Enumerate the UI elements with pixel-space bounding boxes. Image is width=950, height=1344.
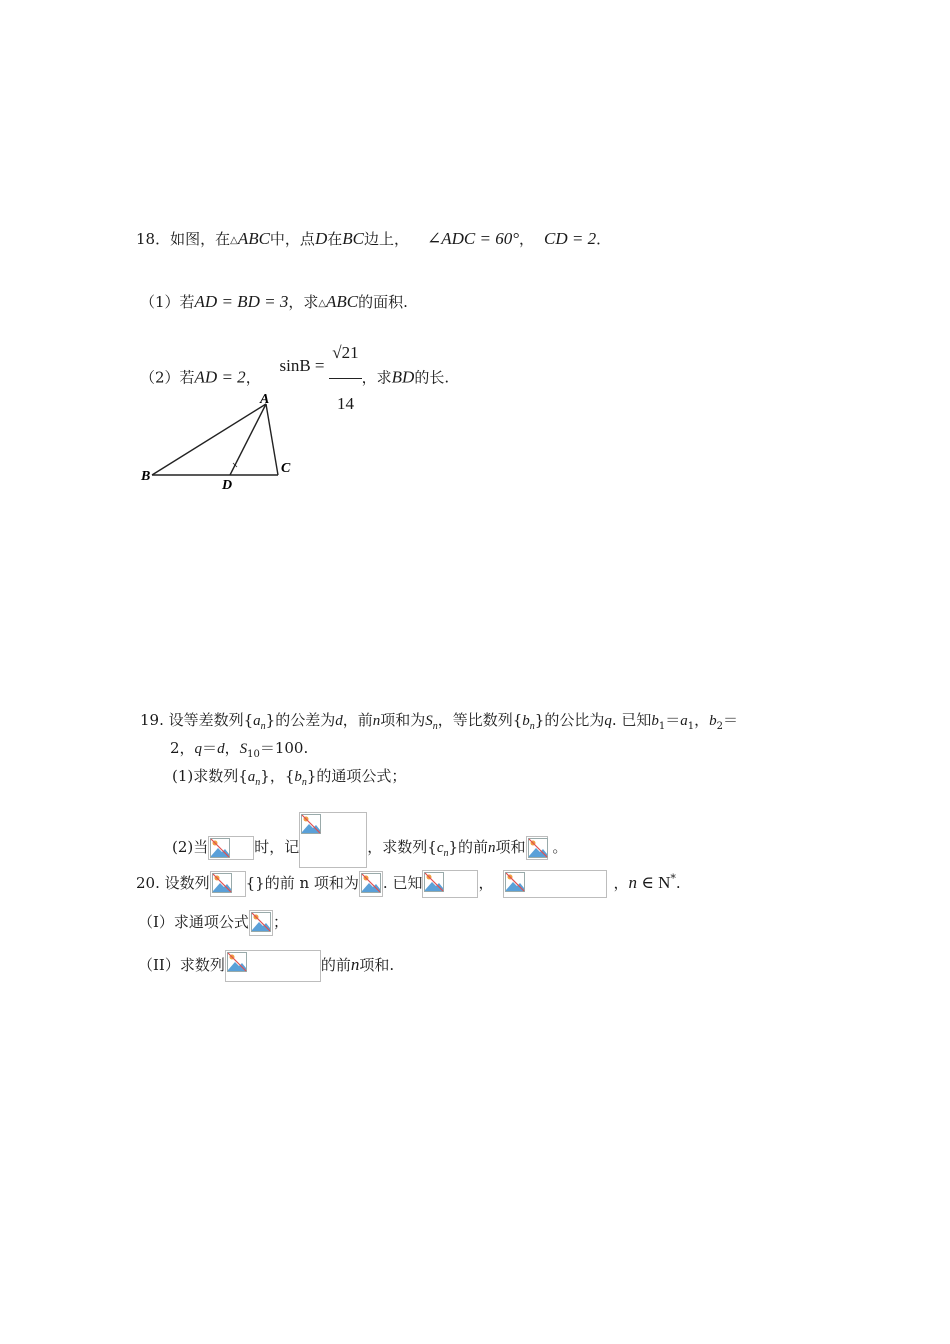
broken-image-icon bbox=[208, 836, 254, 860]
q19-part1: (1)求数列$\{a_n\}$，$\{b_n\}$的通项公式； bbox=[172, 767, 407, 788]
fraction: $\frac{√21}{14}$ bbox=[329, 328, 361, 429]
broken-image-icon bbox=[225, 950, 321, 982]
q18-part1: （1）若AD = BD = 3，求△ABC的面积. bbox=[140, 292, 408, 311]
broken-image-icon bbox=[359, 871, 383, 897]
q19-stem-line1: 19. 设等差数列$\{a_n\}$的公差为d，前n项和为$S_n$，等比数列$\{b_n\}$的公比为q. 已知$b_1=a_1$，$b_2=$ bbox=[140, 711, 739, 732]
segment-ac bbox=[266, 404, 278, 475]
broken-image-icon bbox=[503, 870, 607, 898]
q20-stem: 20. 设数列 {}的前 n 项和为 . 已知 ， ，n ∈ N*. bbox=[136, 868, 681, 898]
segment-ba bbox=[152, 404, 266, 475]
q18-stem: 18．如图，在△ABC中，点D在BC边上， ∠ADC = 60°， CD = 2． bbox=[136, 229, 612, 248]
label-d: D bbox=[222, 478, 233, 493]
q19-part2: (2)当 时，记 ，求数列$\{c_n\}$的前n项和 。 bbox=[172, 812, 567, 868]
broken-image-icon bbox=[299, 812, 367, 868]
q19-stem-line2: 2，q＝d，$S_{10}=100$. bbox=[170, 739, 309, 760]
question-number: 18． bbox=[136, 230, 171, 248]
broken-image-icon bbox=[422, 870, 478, 898]
broken-image-icon bbox=[249, 910, 273, 936]
broken-image-icon bbox=[526, 836, 548, 860]
q20-part1: （I）求通项公式 ； bbox=[138, 910, 288, 936]
label-a: A bbox=[260, 392, 270, 407]
label-b: B bbox=[141, 469, 151, 484]
label-c: C bbox=[281, 461, 291, 476]
q20-part2: （II）求数列 的前n项和. bbox=[138, 950, 394, 982]
broken-image-icon bbox=[210, 871, 246, 897]
triangle-figure bbox=[138, 388, 308, 493]
q18-part2: （2）若AD = 2， sinB = $\frac{√21}{14}$ ，求BD的长. bbox=[140, 328, 449, 429]
